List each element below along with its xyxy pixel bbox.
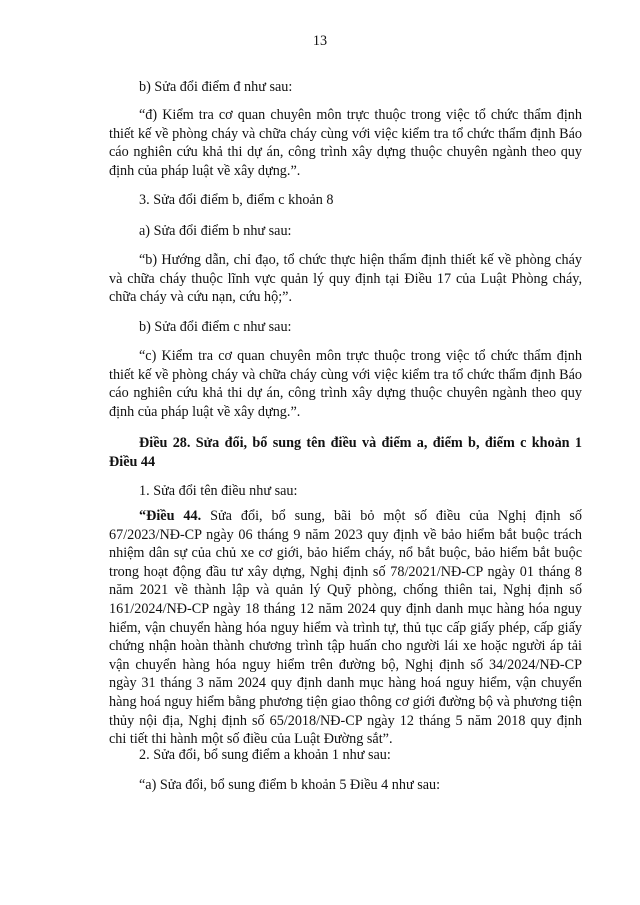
article-heading-text: Điều 28. Sửa đổi, bổ sung tên điều và điểm a, điểm b, điểm c khoản 1 Điều 44: [109, 435, 582, 470]
section-1-heading: [109, 482, 582, 501]
paragraph-text: 1. Sửa đổi tên điều như sau:: [139, 483, 298, 499]
paragraph-text: “đ) Kiểm tra cơ quan chuyên môn trực thuộc trong việc tổ chức thẩm định thiết kế về phòng cháy và chữa cháy cùng với việc kiểm tra tổ chức thẩm định Báo cáo nghiên cứu khả thi dự án, công trình xây dựng thuộc chuyên ngành theo quy định của pháp luật về xây dựng.”.: [109, 107, 582, 179]
section-3-heading: [109, 191, 582, 210]
paragraph-text: 2. Sửa đổi, bổ sung điểm a khoản 1 như sau:: [139, 747, 391, 763]
paragraph-text: [109, 507, 582, 749]
paragraph-b-amend-point-dd: [109, 78, 582, 97]
paragraph-b-amend-point-c: [109, 318, 582, 337]
quote-point-a: [109, 776, 582, 795]
paragraph-a-amend-point-b: [109, 222, 582, 241]
quote-point-dd: [109, 106, 582, 180]
article-44-lead: “Điều 44.: [139, 508, 202, 524]
paragraph-text: b) Sửa đổi điểm c như sau:: [139, 319, 292, 335]
paragraph-text: 3. Sửa đổi điểm b, điểm c khoản 8: [139, 192, 334, 208]
quote-point-b: [109, 251, 582, 307]
quote-point-c: [109, 347, 582, 421]
article-44-body: Sửa đổi, bổ sung, bãi bỏ một số điều của Nghị định số 67/2023/NĐ-CP ngày 06 tháng 9 năm 2023 quy định về bảo hiểm bắt buộc trách nhiệm dân sự của chủ xe cơ giới, bảo hiểm cháy, nổ bắt buộc, bảo hiểm bắt buộc trong hoạt động đầu tư xây dựng, Nghị định số 78/2021/NĐ-CP ngày 01 tháng 8 năm 2021 về thành lập và quản lý Quỹ phòng, chống thiên tai, Nghị định số 161/2024/NĐ-CP ngày 18 tháng 12 năm 2024 quy định danh mục hàng hóa nguy hiểm, vận chuyển hàng hóa nguy hiểm và trình tự, thủ tục cấp giấy phép, cấp giấy chứng nhận hoàn thành chương trình tập huấn cho người lái xe hoặc người áp tải vận chuyển hàng hóa nguy hiểm trên đường bộ, Nghị định số 34/2024/NĐ-CP ngày 31 tháng 3 năm 2024 quy định danh mục hàng hoá nguy hiểm, vận chuyển hàng hoá nguy hiểm bằng phương tiện giao thông cơ giới đường bộ và phương tiện thủy nội địa, Nghị định số 65/2018/NĐ-CP ngày 12 tháng 5 năm 2018 quy định chi tiết thi hành một số điều của Luật Đường sắt”.: [109, 508, 583, 748]
quote-article-44: [109, 507, 582, 749]
paragraph-text: a) Sửa đổi điểm b như sau:: [139, 223, 292, 239]
article-28-heading: [109, 434, 582, 471]
paragraph-text: b) Sửa đổi điểm đ như sau:: [139, 79, 293, 95]
paragraph-text: “c) Kiểm tra cơ quan chuyên môn trực thuộc trong việc tổ chức thẩm định thiết kế về phòng cháy và chữa cháy cùng với việc kiểm tra tổ chức thẩm định Báo cáo nghiên cứu khả thi dự án, công trình xây dựng thuộc chuyên ngành theo quy định của pháp luật về xây dựng.”.: [109, 348, 582, 420]
paragraph-text: “a) Sửa đổi, bổ sung điểm b khoản 5 Điều 4 như sau:: [139, 777, 441, 793]
page-number: 13: [312, 33, 328, 49]
section-2-heading: [109, 746, 582, 765]
paragraph-text: “b) Hướng dẫn, chỉ đạo, tổ chức thực hiện thẩm định thiết kế về phòng cháy và chữa cháy thuộc lĩnh vực quản lý quy định tại Điều 17 của Luật Phòng cháy, chữa cháy và cứu nạn, cứu hộ;”.: [109, 252, 582, 306]
